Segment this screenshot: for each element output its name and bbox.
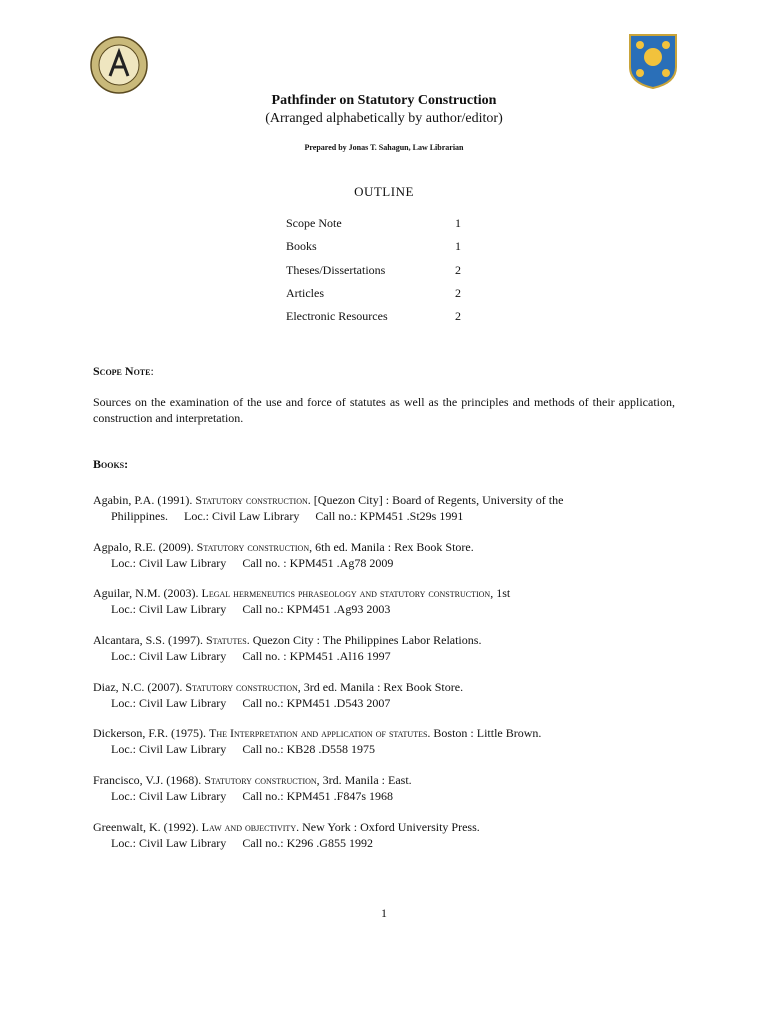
entry-publication: . Quezon City : The Philippines Labor Relations. <box>246 633 482 647</box>
entry-location: Loc.: Civil Law Library <box>111 602 227 616</box>
outline-item-label: Articles <box>286 286 324 300</box>
outline-item-page: 1 <box>455 216 461 230</box>
entry-publication: , 3rd. Manila : East. <box>316 773 412 787</box>
entry-publication: . [Quezon City] : Board of Regents, University of the <box>307 493 564 507</box>
entry-location: Loc.: Civil Law Library <box>184 509 300 523</box>
books-heading: Books: <box>93 457 129 471</box>
entry-call-number: Call no. : KPM451 .Ag78 2009 <box>242 556 394 570</box>
scope-note-text: Sources on the examination of the use and force of statutes as well as the principles and methods of their application, construction and interpretation. <box>93 395 675 425</box>
entry-title: Statutes <box>205 633 247 647</box>
entry-publication: . New York : Oxford University Press. <box>296 820 480 834</box>
outline-item-page: 2 <box>455 309 461 323</box>
bibliography-entry <box>93 492 693 524</box>
entry-publication: , 1st <box>490 586 511 600</box>
outline-item-label: Electronic Resources <box>286 309 388 323</box>
prepared-by-line: Prepared by Jonas T. Sahagun, Law Librarian <box>304 143 464 152</box>
entry-call-number: Call no.: KPM451 .F847s 1968 <box>242 789 393 803</box>
college-crest-logo <box>628 33 678 89</box>
entry-call-number: Call no.: KB28 .D558 1975 <box>242 742 375 756</box>
page-number: 1 <box>381 906 387 920</box>
document-subtitle: (Arranged alphabetically by author/editor) <box>265 111 503 126</box>
entry-location: Loc.: Civil Law Library <box>111 556 227 570</box>
entry-publication: , 3rd ed. Manila : Rex Book Store. <box>297 680 464 694</box>
bibliography-entry <box>93 819 693 851</box>
entry-author: Agabin, P.A. (1991). <box>93 493 193 507</box>
entry-call-number: Call no.: KPM451 .Ag93 2003 <box>242 602 391 616</box>
entry-author: Agpalo, R.E. (2009). <box>93 540 194 554</box>
outline-item-label: Books <box>286 239 317 253</box>
entry-title: Legal hermeneutics phraseology and statutory construction <box>201 586 491 600</box>
bibliography-entry <box>93 679 693 711</box>
entry-call-number: Call no.: KPM451 .St29s 1991 <box>315 509 464 523</box>
bibliography-entry <box>93 725 693 757</box>
outline-item <box>286 263 466 278</box>
outline-item-label: Theses/Dissertations <box>286 263 386 277</box>
entry-call-number: Call no. : KPM451 .Al16 1997 <box>242 649 391 663</box>
entry-title: Statutory construction <box>196 540 310 554</box>
entry-author: Francisco, V.J. (1968). <box>93 773 202 787</box>
university-seal-logo <box>90 36 148 94</box>
outline-item <box>286 239 466 254</box>
entry-publication: , 6th ed. Manila : Rex Book Store. <box>309 540 474 554</box>
entry-location: Loc.: Civil Law Library <box>111 742 227 756</box>
entry-location: Loc.: Civil Law Library <box>111 789 227 803</box>
entry-title: Statutory construction <box>185 680 298 694</box>
entry-title: The Interpretation and application of statutes <box>209 726 428 740</box>
outline-item <box>286 309 466 324</box>
entry-author: Dickerson, F.R. (1975). <box>93 726 207 740</box>
entry-call-number: Call no.: K296 .G855 1992 <box>242 836 373 850</box>
outline-item <box>286 216 466 231</box>
bibliography-entry <box>93 632 693 664</box>
entry-location: Loc.: Civil Law Library <box>111 836 227 850</box>
bibliography-entry <box>93 585 693 617</box>
entry-location: Loc.: Civil Law Library <box>111 649 227 663</box>
entry-author: Diaz, N.C. (2007). <box>93 680 183 694</box>
outline-item-page: 1 <box>455 239 461 253</box>
entry-title: Statutory construction <box>204 773 317 787</box>
outline-item-page: 2 <box>455 263 461 277</box>
entry-author: Greenwalt, K. (1992). <box>93 820 199 834</box>
entry-location: Loc.: Civil Law Library <box>111 696 227 710</box>
entry-author: Aguilar, N.M. (2003). <box>93 586 199 600</box>
outline-item-page: 2 <box>455 286 461 300</box>
entry-title: Law and objectivity <box>201 820 297 834</box>
entry-call-number: Call no.: KPM451 .D543 2007 <box>242 696 391 710</box>
entry-title: Statutory construction <box>195 493 308 507</box>
outline-item-label: Scope Note <box>286 216 342 230</box>
outline-heading: OUTLINE <box>354 184 414 199</box>
document-title: Pathfinder on Statutory Construction <box>271 93 497 108</box>
outline-item <box>286 286 466 301</box>
bibliography-entry <box>93 539 693 571</box>
entry-publication: . Boston : Little Brown. <box>427 726 542 740</box>
bibliography-entry <box>93 772 693 804</box>
scope-note-heading: Scope Note: <box>93 364 154 378</box>
entry-imprint-cont: Philippines. <box>111 509 169 523</box>
entry-author: Alcantara, S.S. (1997). <box>93 633 203 647</box>
